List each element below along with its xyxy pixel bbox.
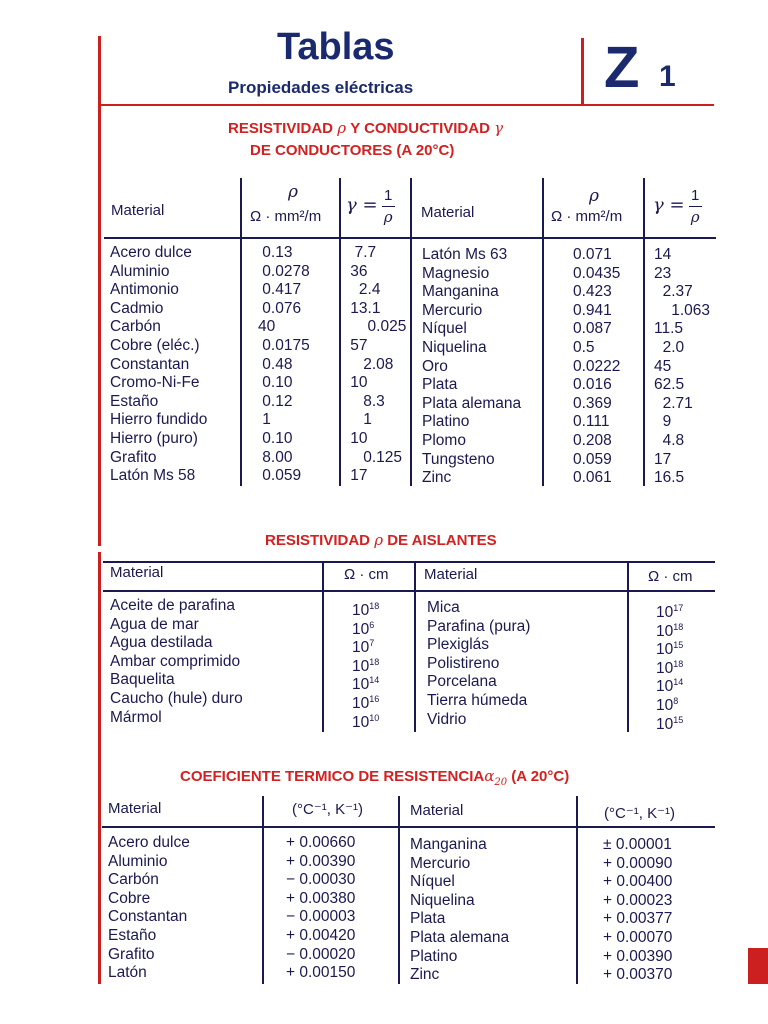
- power-value: $10^6$: [352, 619, 375, 638]
- cell: Acero dulce: [110, 244, 192, 261]
- cell: 1: [258, 411, 271, 429]
- insulators-top-rule: [103, 561, 715, 563]
- cell: 23: [654, 264, 672, 282]
- cell: 40: [258, 318, 276, 336]
- page-subtitle: Propiedades eléctricas: [228, 78, 414, 97]
- cell: 0.369: [573, 394, 612, 412]
- cell: Plata alemana: [410, 928, 510, 946]
- cell: Grafito: [108, 945, 155, 963]
- insulators-vline-2: [414, 561, 416, 732]
- cell: Aluminio: [108, 852, 168, 870]
- cell: 13.1: [346, 299, 381, 317]
- conductors-right-gamma: [654, 246, 710, 488]
- insulators-vline-3: [627, 561, 629, 732]
- cell: Tierra húmeda: [427, 691, 528, 709]
- power-value: $10^{10}$: [352, 712, 380, 731]
- cell: 0.111: [573, 413, 610, 431]
- cell: 0.076: [258, 299, 302, 317]
- cell: Niquelina: [410, 891, 475, 909]
- cell: 0.061: [573, 469, 612, 487]
- cell: Zinc: [410, 966, 440, 984]
- cell: 7.7: [346, 244, 377, 261]
- cell: 0.0175: [258, 336, 310, 354]
- temp-coef-title: COEFICIENTE TERMICO DE RESISTENCIAα$_{20}$ (A 20°C): [180, 767, 570, 788]
- cell: + 0.00390: [286, 852, 356, 870]
- conductors-left-rho: [258, 244, 310, 486]
- conductors-col-rho-unit-left: Ω · mm²/m: [250, 208, 322, 225]
- cell: Oro: [422, 357, 448, 375]
- conductors-vline-2: [339, 178, 341, 486]
- cell: 0.941: [573, 301, 612, 319]
- cell: Mercurio: [422, 301, 483, 319]
- cell: Mercurio: [410, 854, 471, 872]
- cell: 0.0278: [258, 262, 310, 280]
- cell: 2.37: [654, 283, 693, 301]
- conductors-col-gamma-left: γ = $\frac{1}{\rho}$: [346, 187, 393, 226]
- cell: Constantan: [110, 355, 190, 373]
- cell: + 0.00070: [603, 928, 673, 946]
- temp-coef-col-unit-left: (°C⁻¹, K⁻¹): [292, 801, 363, 818]
- cell: + 0.00090: [603, 854, 673, 872]
- conductors-vline-1: [240, 178, 242, 486]
- cell: Aluminio: [110, 262, 170, 280]
- page-title: Tablas: [277, 26, 395, 68]
- cell: 2.08: [346, 355, 394, 373]
- cell: Magnesio: [422, 264, 490, 282]
- cell: 17: [346, 467, 368, 485]
- cell: + 0.00370: [603, 966, 673, 984]
- cell: Vidrio: [427, 710, 467, 728]
- temp-coef-vline-1: [262, 796, 264, 984]
- power-value: $10^{14}$: [656, 677, 684, 696]
- cell: 36: [346, 262, 368, 280]
- cell: Parafina (pura): [427, 617, 531, 635]
- cell: Grafito: [110, 448, 157, 466]
- cell: Antimonio: [110, 281, 179, 299]
- cell: 2.0: [654, 338, 685, 356]
- cell: + 0.00380: [286, 889, 356, 907]
- temp-coef-col-material-left: Material: [108, 800, 162, 817]
- cell: 8.3: [346, 392, 385, 410]
- cell: 0.059: [258, 467, 302, 485]
- cell: Latón Ms 58: [110, 467, 196, 485]
- cell: 0.13: [258, 244, 293, 261]
- cell: Estaño: [110, 392, 159, 410]
- cell: Manganina: [410, 836, 487, 853]
- cell: Plata: [410, 910, 446, 928]
- cell: + 0.00660: [286, 834, 356, 851]
- cell: 8.00: [258, 448, 293, 466]
- cell: 10: [346, 429, 368, 447]
- cell: 0.0435: [573, 264, 621, 282]
- conductors-title: RESISTIVIDAD ρ Y CONDUCTIVIDAD γ: [228, 119, 504, 137]
- cell: Cobre (eléc.): [110, 336, 200, 354]
- insulators-col-material-right: Material: [424, 566, 478, 583]
- cell: Plata alemana: [422, 394, 522, 412]
- cell: Plata: [422, 376, 458, 394]
- conductors-col-material-left: Material: [111, 202, 165, 219]
- power-value: $10^{18}$: [352, 656, 380, 675]
- temp-coef-header-rule: [102, 826, 715, 828]
- power-value: $10^{16}$: [352, 693, 380, 713]
- cell: Carbón: [110, 318, 161, 336]
- temp-coef-vline-3: [576, 796, 578, 984]
- cell: Porcelana: [427, 673, 497, 691]
- left-margin-line-bottom: [98, 552, 101, 984]
- cell: 0.059: [573, 450, 612, 468]
- cell: Ambar comprimido: [110, 652, 241, 670]
- left-margin-line-top: [98, 36, 101, 546]
- cell: 4.8: [654, 431, 685, 449]
- conductors-col-gamma-right: γ = $\frac{1}{\rho}$: [653, 187, 700, 226]
- insulators-header-rule: [103, 590, 715, 592]
- cell: 2.4: [346, 281, 381, 299]
- cell: Polistireno: [427, 654, 500, 672]
- cell: 11.5: [654, 320, 684, 338]
- cell: Latón: [108, 964, 147, 982]
- insulators-right-values: [656, 599, 684, 733]
- cell: Carbón: [108, 871, 159, 889]
- cell: Latón Ms 63: [422, 246, 508, 263]
- cell: 0.016: [573, 376, 612, 394]
- cell: 17: [654, 450, 672, 468]
- cell: 9: [654, 413, 672, 431]
- cell: Níquel: [410, 873, 455, 891]
- conductors-left-materials: [110, 244, 207, 486]
- conductors-col-material-right: Material: [421, 204, 475, 221]
- insulators-left-values: [352, 597, 380, 731]
- cell: 16.5: [654, 469, 685, 487]
- cell: + 0.00400: [603, 873, 673, 891]
- cell: 0.208: [573, 431, 612, 449]
- cell: 0.025: [346, 318, 407, 336]
- cell: 0.0222: [573, 357, 621, 375]
- cell: − 0.00003: [286, 908, 356, 926]
- cell: 2.71: [654, 394, 693, 412]
- header-divider: [581, 38, 584, 104]
- cell: Hierro fundido: [110, 411, 208, 429]
- cell: Constantan: [108, 908, 188, 926]
- cell: Platino: [422, 413, 470, 431]
- power-value: $10^{17}$: [656, 603, 684, 622]
- temp-coef-right-materials: [410, 836, 509, 985]
- conductors-right-rho: [573, 246, 620, 488]
- cell: Hierro (puro): [110, 429, 198, 447]
- cell: Cadmio: [110, 299, 164, 317]
- cell: − 0.00030: [286, 871, 356, 889]
- cell: 10: [346, 374, 368, 392]
- cell: Niquelina: [422, 338, 487, 356]
- cell: Baquelita: [110, 671, 175, 689]
- power-value: $10^{18}$: [352, 601, 380, 620]
- cell: + 0.00377: [603, 910, 673, 928]
- power-value: $10^{18}$: [656, 658, 684, 677]
- page-edge-marker: [748, 948, 768, 984]
- conductors-left-gamma: [346, 244, 406, 486]
- cell: − 0.00020: [286, 945, 356, 963]
- cell: + 0.00390: [603, 947, 673, 965]
- cell: 0.5: [573, 338, 595, 356]
- conductors-col-rho-symbol-left: ρ: [288, 182, 298, 202]
- header-underline: [100, 104, 714, 106]
- cell: Estaño: [108, 926, 157, 944]
- cell: 0.10: [258, 374, 293, 392]
- cell: 0.10: [258, 429, 293, 447]
- table-code-letter: Z: [604, 35, 640, 100]
- cell: Cobre: [108, 889, 151, 907]
- conductors-title-line2: DE CONDUCTORES (A 20°C): [250, 142, 455, 159]
- power-value: $10^{18}$: [656, 621, 684, 640]
- conductors-right-materials: [422, 246, 521, 488]
- cell: 62.5: [654, 376, 685, 394]
- cell: Acero dulce: [108, 834, 190, 851]
- cell: Plomo: [422, 431, 466, 449]
- power-value: $10^8$: [656, 695, 679, 715]
- temp-coef-vline-2: [398, 796, 400, 984]
- conductors-col-rho-unit-right: Ω · mm²/m: [551, 208, 623, 225]
- cell: 0.48: [258, 355, 293, 373]
- cell: 0.087: [573, 320, 612, 338]
- table-code-number: 1: [659, 60, 676, 93]
- cell: 0.423: [573, 283, 612, 301]
- insulators-left-materials: [110, 597, 243, 727]
- cell: Zinc: [422, 469, 452, 487]
- temp-coef-left-values: [286, 834, 355, 983]
- temp-coef-col-material-right: Material: [410, 802, 464, 819]
- insulators-right-materials: [427, 599, 530, 729]
- temp-coef-left-materials: [108, 834, 190, 983]
- cell: 0.071: [573, 246, 612, 263]
- cell: 1.063: [654, 301, 711, 319]
- cell: + 0.00150: [286, 964, 356, 982]
- cell: Mica: [427, 599, 460, 616]
- cell: 14: [654, 246, 672, 263]
- cell: 0.12: [258, 392, 293, 410]
- cell: + 0.00420: [286, 926, 356, 944]
- cell: Mármol: [110, 708, 162, 726]
- temp-coef-col-unit-right: (°C⁻¹, K⁻¹): [604, 805, 675, 822]
- conductors-vline-5: [643, 178, 645, 486]
- power-value: $10^{15}$: [656, 714, 684, 733]
- cell: Caucho (hule) duro: [110, 689, 243, 707]
- cell: Tungsteno: [422, 450, 495, 468]
- cell: Platino: [410, 947, 458, 965]
- cell: Aceite de parafina: [110, 597, 235, 614]
- insulators-col-unit-right: Ω · cm: [648, 568, 693, 585]
- cell: + 0.00023: [603, 891, 673, 909]
- insulators-vline-1: [322, 561, 324, 732]
- insulators-col-unit-left: Ω · cm: [344, 566, 389, 583]
- insulators-col-material-left: Material: [110, 564, 164, 581]
- cell: 0.417: [258, 281, 302, 299]
- cell: ± 0.00001: [603, 836, 672, 853]
- cell: Agua destilada: [110, 634, 213, 652]
- conductors-vline-3: [410, 178, 412, 486]
- conductors-col-rho-symbol-right: ρ: [589, 186, 599, 206]
- conductors-vline-4: [542, 178, 544, 486]
- insulators-title: RESISTIVIDAD ρ DE AISLANTES: [265, 531, 497, 549]
- cell: 45: [654, 357, 672, 375]
- temp-coef-right-values: [603, 836, 672, 985]
- cell: 1: [346, 411, 372, 429]
- cell: Plexiglás: [427, 636, 490, 654]
- cell: Cromo-Ni-Fe: [110, 374, 200, 392]
- power-value: $10^7$: [352, 638, 375, 657]
- power-value: $10^{14}$: [352, 675, 380, 694]
- cell: 57: [346, 336, 368, 354]
- power-value: $10^{15}$: [656, 640, 684, 659]
- cell: Níquel: [422, 320, 467, 338]
- cell: Agua de mar: [110, 615, 199, 633]
- cell: 0.125: [346, 448, 403, 466]
- cell: Manganina: [422, 283, 499, 301]
